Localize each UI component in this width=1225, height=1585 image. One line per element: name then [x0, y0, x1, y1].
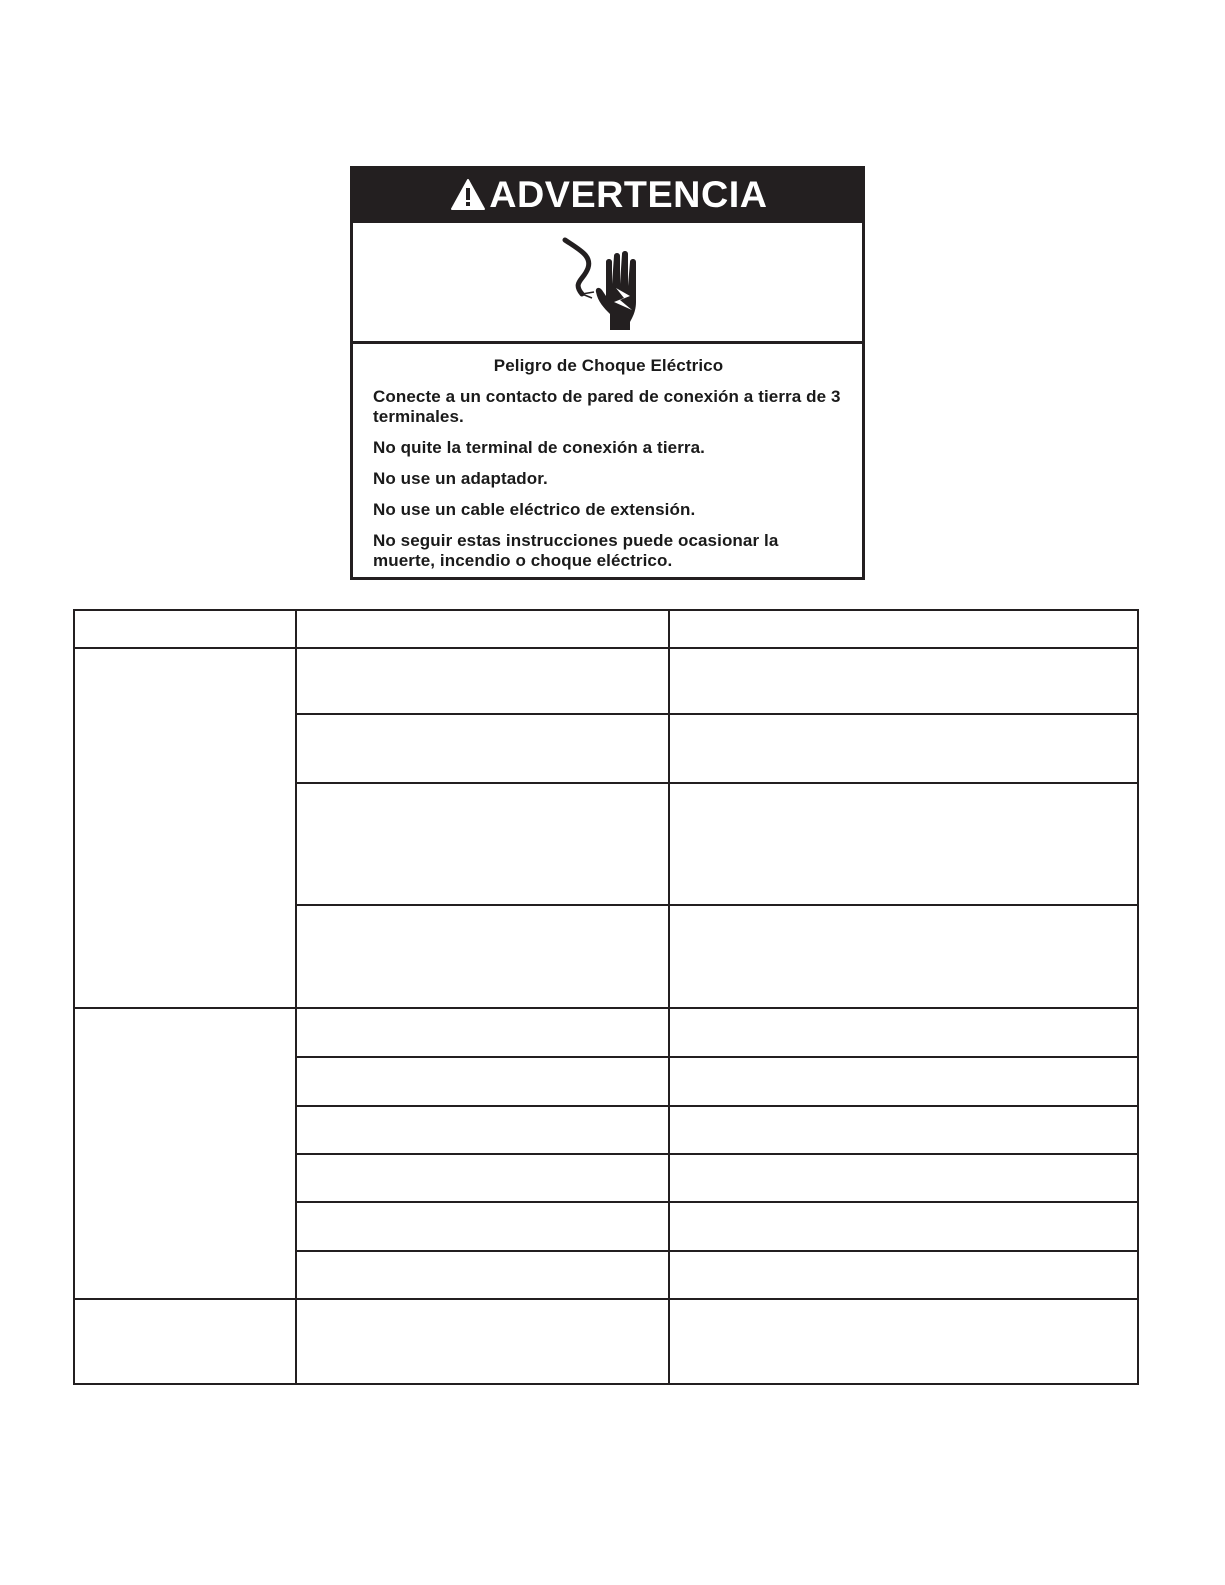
warning-line: No seguir estas instrucciones puede ocasionar la muerte, incendio o choque eléctrico.: [373, 531, 779, 570]
troubleshooting-table: [73, 609, 1139, 1385]
column-divider: [295, 611, 297, 1383]
row-divider: [295, 1105, 1137, 1107]
warning-header: [353, 169, 862, 220]
row-divider: [295, 1153, 1137, 1155]
column-divider: [668, 611, 670, 1383]
warning-line: No use un cable eléctrico de extensión.: [373, 500, 696, 519]
warning-label: [350, 166, 865, 580]
warning-line: No use un adaptador.: [373, 469, 548, 488]
header-divider: [75, 647, 1137, 649]
row-divider: [295, 1250, 1137, 1252]
warning-line: Conecte a un contacto de pared de conexión a tierra de 3 terminales.: [373, 387, 841, 426]
row-divider: [295, 1201, 1137, 1203]
warning-line: No quite la terminal de conexión a tierra.: [373, 438, 706, 457]
row-divider: [295, 782, 1137, 784]
hazard-symbol-area: [353, 220, 862, 344]
warning-title: ADVERTENCIA: [489, 174, 768, 215]
warning-triangle-icon: [450, 178, 486, 212]
row-divider: [295, 1056, 1137, 1058]
row-divider: [295, 713, 1137, 715]
warning-text: [353, 344, 862, 571]
electrical-shock-hand-icon: [558, 232, 658, 332]
warning-subtitle: Peligro de Choque Eléctrico: [493, 356, 724, 375]
row-divider: [295, 904, 1137, 906]
group-divider: [75, 1298, 1137, 1300]
group-divider: [75, 1007, 1137, 1009]
